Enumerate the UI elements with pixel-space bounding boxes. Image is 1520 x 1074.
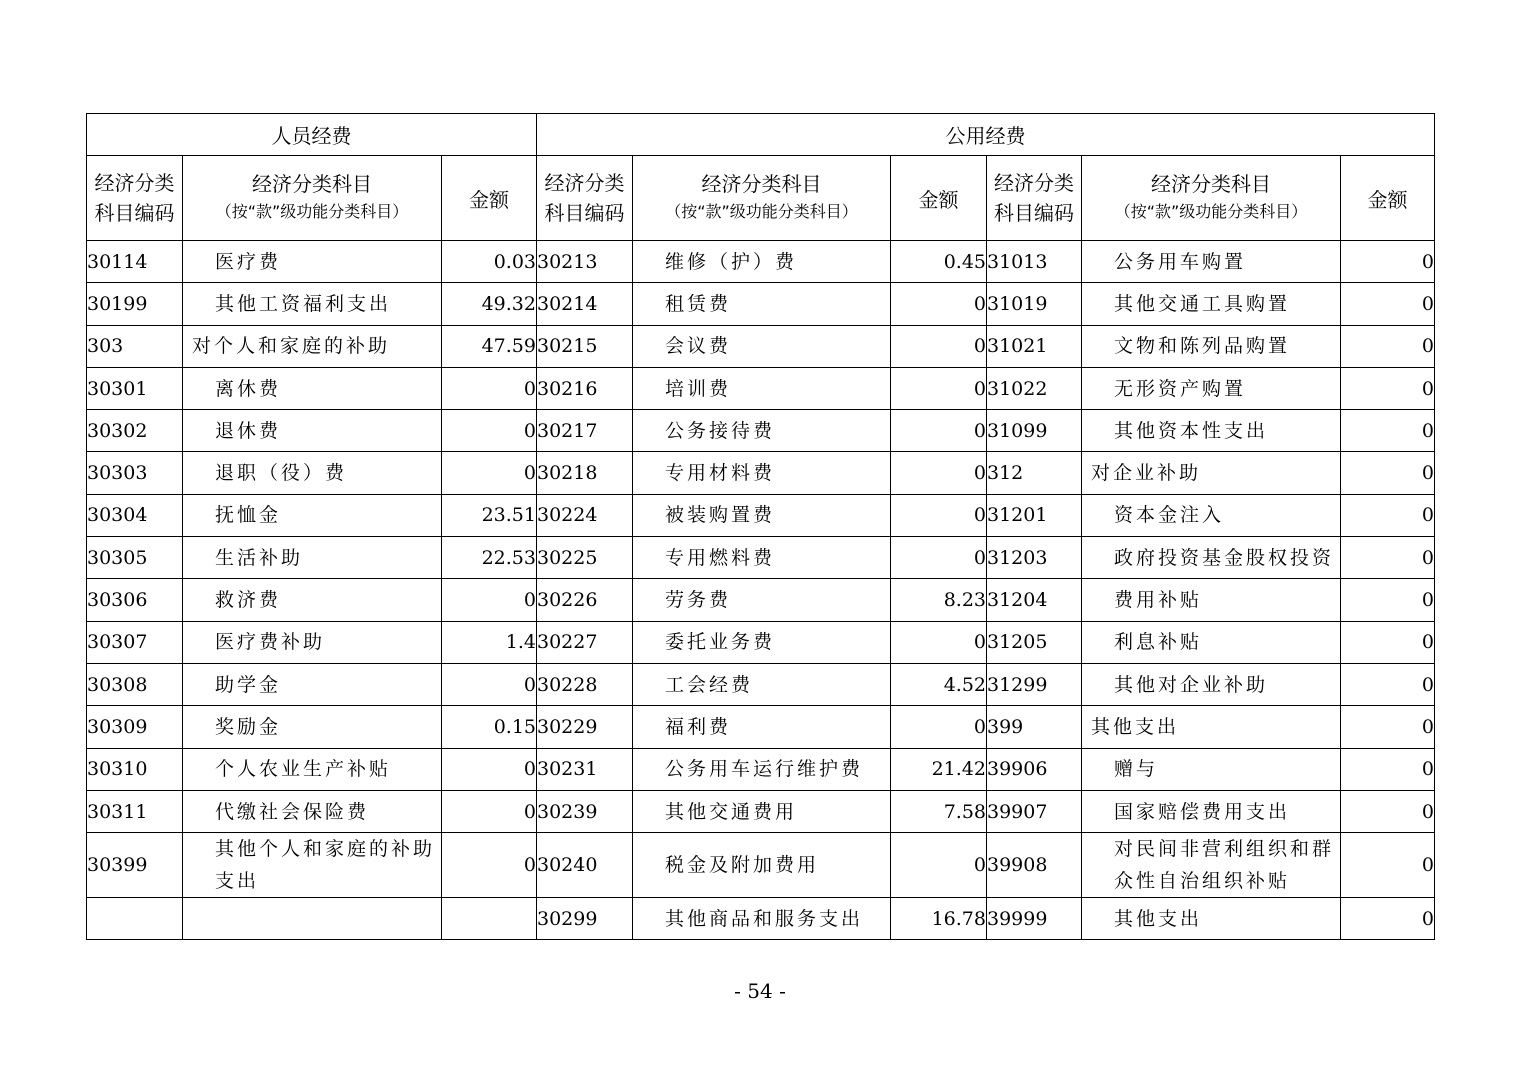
cell-code: 31205 [987,621,1082,663]
cell-item-name: 离休费 [183,367,442,409]
cell-item-name: 对个人和家庭的补助 [183,325,442,367]
cell-amount: 0 [1341,833,1435,898]
cell-amount: 8.23 [891,579,987,621]
cell-amount: 0 [442,748,537,790]
cell-code: 39906 [987,748,1082,790]
cell-code: 30303 [87,452,183,494]
cell-item-name: 退职（役）费 [183,452,442,494]
cell-code: 30305 [87,537,183,579]
cell-item-name: 医疗费补助 [183,621,442,663]
cell-amount: 0 [891,410,987,452]
cell-amount: 1.4 [442,621,537,663]
cell-amount: 7.58 [891,790,987,832]
cell-item-name: 其他支出 [1082,706,1341,748]
cell-amount: 0 [1341,748,1435,790]
cell-item-name: 维修（护）费 [633,241,891,283]
cell-amount: 0 [1341,898,1435,940]
cell-item-name: 医疗费 [183,241,442,283]
cell-item-name: 代缴社会保险费 [183,790,442,832]
table-row [87,410,1435,452]
cell-code: 30307 [87,621,183,663]
cell-amount: 0 [1341,579,1435,621]
cell-code: 30309 [87,706,183,748]
cell-amount [442,898,537,940]
cell-item-name: 利息补贴 [1082,621,1341,663]
cell-code: 30299 [537,898,633,940]
cell-code: 31204 [987,579,1082,621]
cell-amount: 0.15 [442,706,537,748]
cell-item-name: 费用补贴 [1082,579,1341,621]
table-row [87,241,1435,283]
cell-amount: 49.32 [442,283,537,325]
cell-code: 30216 [537,367,633,409]
cell-item-name: 救济费 [183,579,442,621]
header-item-name-line1: 经济分类科目 [252,172,372,196]
cell-code: 303 [87,325,183,367]
cell-item-name: 资本金注入 [1082,494,1341,536]
cell-amount: 0.03 [442,241,537,283]
cell-code: 31299 [987,663,1082,705]
cell-code: 30311 [87,790,183,832]
table-row [87,367,1435,409]
cell-item-name: 工会经费 [633,663,891,705]
cell-item-name: 其他交通费用 [633,790,891,832]
cell-amount: 0 [442,790,537,832]
cell-amount: 0 [891,283,987,325]
table-row [87,579,1435,621]
cell-item-name: 退休费 [183,410,442,452]
cell-amount: 0 [442,410,537,452]
cell-amount: 0.45 [891,241,987,283]
table-row [87,494,1435,536]
cell-amount: 0 [442,833,537,898]
cell-item-name: 被装购置费 [633,494,891,536]
cell-code: 30218 [537,452,633,494]
header-item-name-line1: 经济分类科目 [701,172,822,196]
cell-amount: 0 [1341,663,1435,705]
cell-amount: 0 [442,452,537,494]
cell-amount: 0 [891,325,987,367]
cell-code: 31013 [987,241,1082,283]
cell-code: 30231 [537,748,633,790]
cell-item-name: 专用燃料费 [633,537,891,579]
cell-code: 30215 [537,325,633,367]
cell-amount: 0 [1341,283,1435,325]
cell-code: 30302 [87,410,183,452]
cell-item-name [183,898,442,940]
cell-amount: 47.59 [442,325,537,367]
cell-item-name: 其他支出 [1082,898,1341,940]
cell-item-name: 赠与 [1082,748,1341,790]
header-item-name-line2: （按“款”级功能分类科目） [215,202,409,221]
cell-amount: 0 [891,621,987,663]
cell-item-name: 其他交通工具购置 [1082,283,1341,325]
table-row [87,621,1435,663]
header-code: 经济分类科目编码 [987,156,1082,241]
table-row [87,452,1435,494]
header-item-name [633,156,891,241]
cell-amount: 0 [891,706,987,748]
cell-amount: 0 [442,367,537,409]
cell-amount: 0 [1341,790,1435,832]
cell-item-name: 培训费 [633,367,891,409]
header-code: 经济分类科目编码 [537,156,633,241]
cell-code: 30308 [87,663,183,705]
cell-amount: 0 [1341,494,1435,536]
table-row [87,537,1435,579]
cell-code: 30199 [87,283,183,325]
cell-code: 31019 [987,283,1082,325]
header-item-name-line1: 经济分类科目 [1151,172,1271,196]
header-amount: 金额 [442,156,537,241]
cell-code [87,898,183,940]
cell-code: 30306 [87,579,183,621]
cell-code: 30226 [537,579,633,621]
cell-amount: 0 [891,452,987,494]
cell-code: 39908 [987,833,1082,898]
table-row [87,898,1435,940]
cell-code: 30214 [537,283,633,325]
cell-item-name: 个人农业生产补贴 [183,748,442,790]
cell-item-name: 对企业补助 [1082,452,1341,494]
cell-amount: 0 [1341,367,1435,409]
cell-amount: 0 [891,833,987,898]
cell-code: 30229 [537,706,633,748]
cell-amount: 0 [1341,706,1435,748]
cell-code: 30304 [87,494,183,536]
cell-code: 30228 [537,663,633,705]
header-amount: 金额 [1341,156,1435,241]
cell-code: 31021 [987,325,1082,367]
cell-amount: 4.52 [891,663,987,705]
cell-code: 31022 [987,367,1082,409]
table-row [87,706,1435,748]
header-item-name-line2: （按“款”级功能分类科目） [665,202,858,221]
cell-item-name: 抚恤金 [183,494,442,536]
cell-code: 30310 [87,748,183,790]
cell-code: 30224 [537,494,633,536]
cell-item-name: 奖励金 [183,706,442,748]
cell-item-name: 其他工资福利支出 [183,283,442,325]
cell-item-name: 其他资本性支出 [1082,410,1341,452]
section-header-row [87,114,1435,156]
cell-code: 30225 [537,537,633,579]
cell-code: 30213 [537,241,633,283]
header-amount: 金额 [891,156,987,241]
table-row [87,325,1435,367]
header-item-name [1082,156,1341,241]
cell-code: 30239 [537,790,633,832]
cell-code: 31201 [987,494,1082,536]
cell-item-name: 政府投资基金股权投资 [1082,537,1341,579]
cell-item-name: 对民间非营利组织和群众性自治组织补贴 [1082,833,1341,898]
header-item-name-line2: （按“款”级功能分类科目） [1114,202,1308,221]
cell-code: 30301 [87,367,183,409]
cell-amount: 0 [891,367,987,409]
cell-amount: 0 [1341,241,1435,283]
section-public: 公用经费 [537,114,1435,156]
cell-amount: 0 [1341,410,1435,452]
cell-amount: 23.51 [442,494,537,536]
cell-item-name: 国家赔偿费用支出 [1082,790,1341,832]
table-row [87,283,1435,325]
cell-item-name: 公务用车购置 [1082,241,1341,283]
cell-code: 31203 [987,537,1082,579]
table-row [87,663,1435,705]
header-code: 经济分类科目编码 [87,156,183,241]
cell-amount: 21.42 [891,748,987,790]
cell-item-name: 会议费 [633,325,891,367]
section-personnel: 人员经费 [87,114,537,156]
budget-table [86,113,1435,940]
cell-code: 39907 [987,790,1082,832]
cell-item-name: 专用材料费 [633,452,891,494]
cell-amount: 22.53 [442,537,537,579]
cell-item-name: 生活补助 [183,537,442,579]
page-number: - 54 - [734,979,786,1003]
cell-amount: 0 [1341,325,1435,367]
cell-item-name: 税金及附加费用 [633,833,891,898]
cell-item-name: 公务用车运行维护费 [633,748,891,790]
cell-amount: 0 [442,579,537,621]
cell-item-name: 无形资产购置 [1082,367,1341,409]
cell-item-name: 委托业务费 [633,621,891,663]
cell-amount: 0 [1341,452,1435,494]
header-item-name [183,156,442,241]
cell-amount: 0 [1341,537,1435,579]
cell-code: 30114 [87,241,183,283]
cell-code: 39999 [987,898,1082,940]
cell-code: 399 [987,706,1082,748]
cell-item-name: 其他个人和家庭的补助支出 [183,833,442,898]
table-body [87,241,1435,940]
cell-amount: 0 [891,494,987,536]
cell-amount: 0 [1341,621,1435,663]
cell-item-name: 其他商品和服务支出 [633,898,891,940]
cell-item-name: 福利费 [633,706,891,748]
cell-item-name: 助学金 [183,663,442,705]
cell-item-name: 文物和陈列品购置 [1082,325,1341,367]
cell-amount: 16.78 [891,898,987,940]
column-header-row [87,156,1435,241]
cell-code: 30240 [537,833,633,898]
table-row [87,748,1435,790]
cell-item-name: 租赁费 [633,283,891,325]
cell-code: 30399 [87,833,183,898]
cell-code: 31099 [987,410,1082,452]
cell-item-name: 劳务费 [633,579,891,621]
table-row [87,833,1435,898]
cell-code: 312 [987,452,1082,494]
cell-amount: 0 [891,537,987,579]
table-row [87,790,1435,832]
cell-item-name: 公务接待费 [633,410,891,452]
cell-code: 30227 [537,621,633,663]
cell-amount: 0 [442,663,537,705]
cell-item-name: 其他对企业补助 [1082,663,1341,705]
cell-code: 30217 [537,410,633,452]
